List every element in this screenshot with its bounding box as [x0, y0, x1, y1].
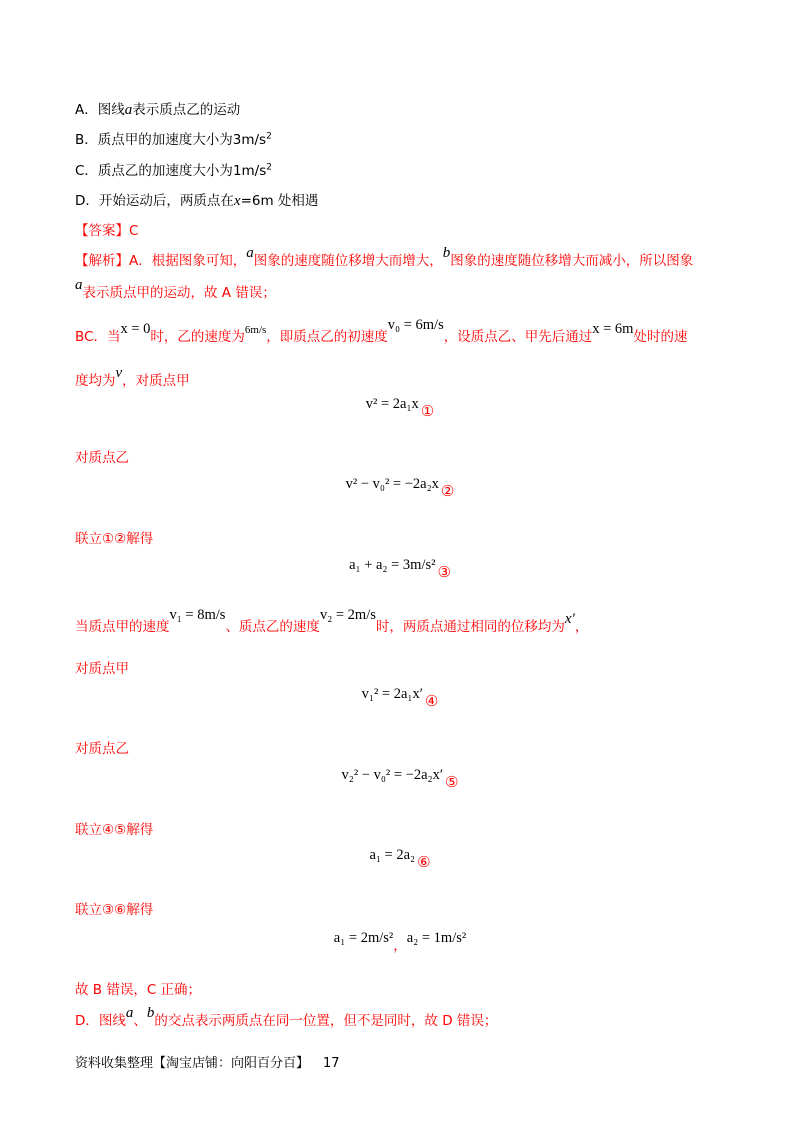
- label-yi-1: 对质点乙: [75, 450, 129, 466]
- analysis-line-2: [75, 277, 276, 302]
- conclusion-bc: 故 B 错误，C 正确；: [75, 982, 202, 998]
- bc-6ms: 6m/s: [244, 324, 267, 336]
- eq2: v² − v₀² = −2a₂x: [345, 476, 439, 492]
- velocity-line: [75, 607, 589, 636]
- eq1-tag: ①: [420, 402, 435, 420]
- equation-4: [0, 684, 800, 710]
- bc-text-4: ，设质点乙、甲先后通过: [443, 329, 593, 345]
- option-d-var: x: [233, 193, 241, 209]
- eq1: v² = 2a₁x: [365, 396, 419, 412]
- option-c-exp: 2: [266, 162, 272, 173]
- var-a-2: a: [75, 277, 83, 293]
- option-a-var: a: [124, 102, 133, 118]
- eq7-sep: ，: [393, 938, 407, 954]
- d-text-1: D．图线: [75, 1013, 126, 1029]
- var-a: a: [246, 245, 254, 261]
- join-45: 联立④⑤解得: [75, 822, 154, 838]
- footer-text: 资料收集整理【淘宝店铺：向阳百分百】: [75, 1056, 310, 1071]
- eq4-tag: ④: [424, 692, 439, 710]
- option-c: [75, 159, 272, 179]
- eq2-tag: ②: [440, 482, 455, 500]
- option-a-text: 表示质点乙的运动: [132, 102, 241, 118]
- bc-text-1: BC．当: [75, 329, 121, 345]
- d-text-2: 的交点表示两质点在同一位置，但不是同时，故 D 错误；: [154, 1013, 498, 1029]
- answer: 【答案】C: [75, 223, 139, 239]
- eq6-tag: ⑥: [417, 853, 431, 871]
- option-d-text: =6m 处相遇: [240, 193, 319, 209]
- option-d-prefix: D．开始运动后，两质点在: [75, 193, 234, 209]
- option-a: [75, 98, 240, 119]
- v-v2: v₂ = 2m/s: [319, 607, 376, 623]
- equation-1: [0, 394, 800, 420]
- analysis-a-text-4: 表示质点甲的运动，故 A 错误；: [82, 285, 276, 301]
- bc-text-3: ，即质点乙的初速度: [266, 329, 388, 345]
- analysis-a-text-3: 图象的速度随位移增大而减小，所以图象: [450, 253, 694, 269]
- option-b-unit: 3m/s: [232, 132, 267, 148]
- bc-text-6: 度均为: [75, 373, 116, 389]
- option-b-exp: 2: [266, 131, 272, 142]
- analysis-a-text: 【解析】A．根据图象可知，: [75, 253, 247, 269]
- bc-x0: x = 0: [120, 321, 151, 337]
- d-sep: 、: [133, 1013, 147, 1029]
- equation-6: [0, 845, 800, 871]
- option-c-unit: 1m/s: [232, 163, 267, 179]
- v-text-4: ，: [574, 619, 589, 635]
- eq5-tag: ⑤: [445, 773, 459, 791]
- equation-2: [0, 474, 800, 500]
- v-text-2: 、质点乙的速度: [225, 619, 320, 635]
- analysis-bc-line-2: [75, 365, 190, 390]
- eq7-a1: a₁ = 2m/s²: [333, 930, 394, 946]
- bc-text-2: 时，乙的速度为: [150, 329, 245, 345]
- page-number: 17: [323, 1056, 340, 1071]
- join-36: 联立③⑥解得: [75, 902, 154, 918]
- option-d: [75, 189, 318, 210]
- eq6: a₁ = 2a₂: [369, 847, 416, 863]
- d-var-a: a: [125, 1005, 134, 1021]
- equation-7: [0, 926, 800, 954]
- bc-v0: v₀ = 6m/s: [387, 317, 444, 333]
- v-text-1: 当质点甲的速度: [75, 619, 170, 635]
- option-b-text: B．质点甲的加速度大小为: [75, 132, 233, 148]
- analysis-bc-line-1: [75, 317, 688, 346]
- footer: [75, 1052, 340, 1071]
- eq5: v₂² − v₀² = −2a₂x′: [341, 767, 444, 783]
- bc-text-5: 处时的速: [633, 329, 688, 345]
- analysis-line-1: [75, 245, 694, 270]
- option-b: [75, 128, 272, 148]
- eq3-tag: ③: [437, 563, 451, 581]
- v-v1: v₁ = 8m/s: [169, 607, 226, 623]
- join-12: 联立①②解得: [75, 531, 154, 547]
- eq7-a2: a₂ = 1m/s²: [406, 930, 467, 946]
- equation-3: [0, 555, 800, 581]
- option-a-prefix: A．图线: [75, 102, 125, 118]
- bc-text-7: ，对质点甲: [122, 373, 190, 389]
- label-jia: 对质点甲: [75, 661, 129, 677]
- equation-5: [0, 765, 800, 791]
- label-yi-2: 对质点乙: [75, 741, 129, 757]
- analysis-a-text-2: 图象的速度随位移增大而增大，: [253, 253, 443, 269]
- eq4: v₁² = 2a₁x′: [361, 686, 423, 702]
- v-text-3: 时，两质点通过相同的位移均为: [375, 619, 565, 635]
- eq3: a₁ + a₂ = 3m/s²: [349, 557, 436, 573]
- option-c-text: C．质点乙的加速度大小为: [75, 163, 233, 179]
- v-x: x′: [564, 611, 575, 627]
- d-var-b: b: [146, 1005, 155, 1021]
- var-b: b: [442, 245, 451, 261]
- analysis-d: [75, 1005, 498, 1030]
- bc-x6: x = 6m: [592, 321, 634, 337]
- bc-v: v: [115, 365, 123, 381]
